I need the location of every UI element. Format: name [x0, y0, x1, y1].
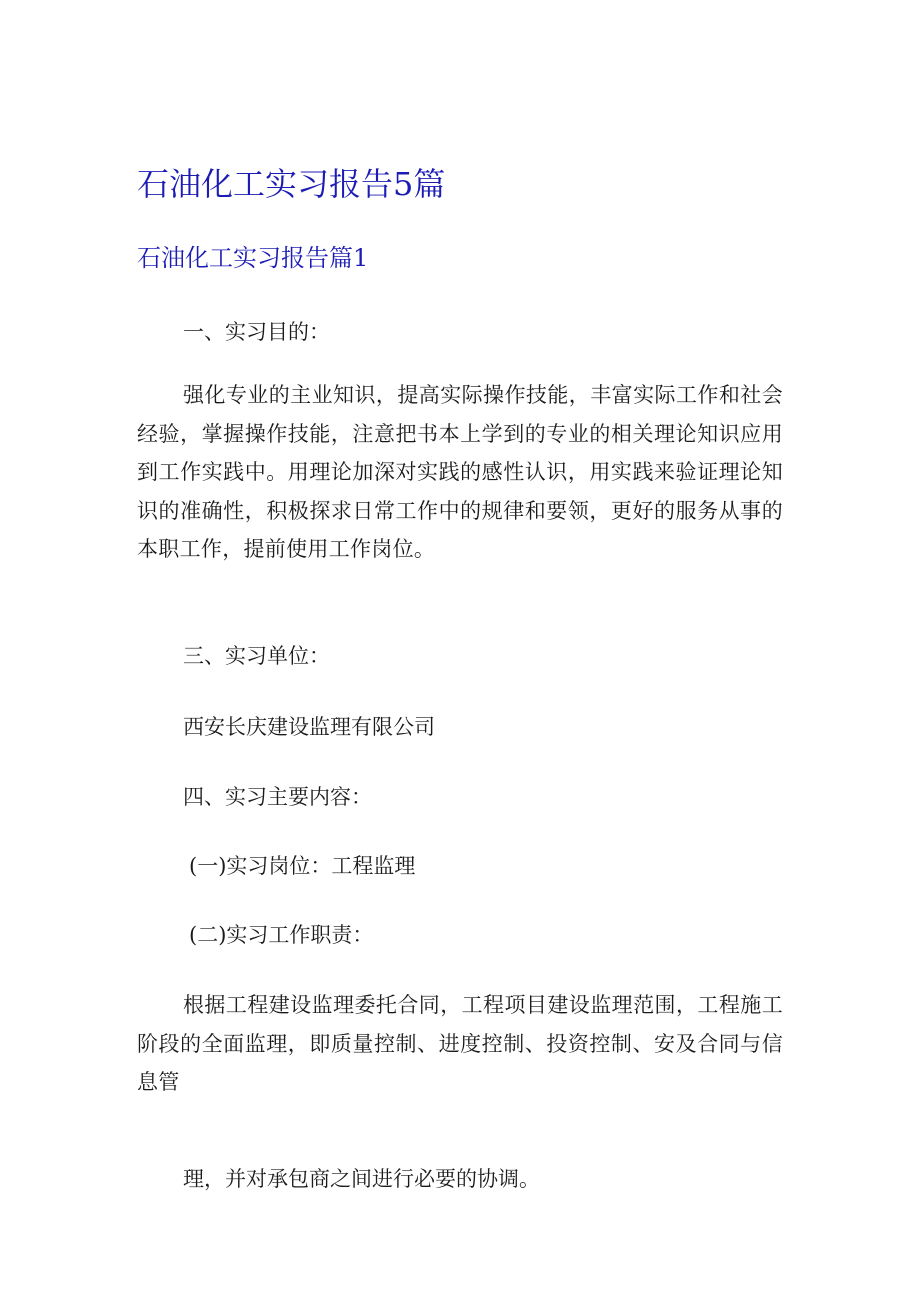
heading-internship-purpose: 一、实习目的： [183, 320, 330, 344]
heading-internship-unit: 三、实习单位： [183, 644, 330, 668]
paragraph-purpose-body: 强化专业的主业知识，提高实际操作技能，丰富实际工作和社会经验，掌握操作技能，注意把书本上学到的专业的相关理论知识应用到工作实践中。用理论加深对实践的感性认识，用实践来验证理论知识的准确性，积极探求日常工作中的规律和要领，更好的服务从事的本职工作，提前使用工作岗位。 [137, 383, 783, 562]
document-title: 石油化工实习报告5篇 [137, 165, 446, 203]
section-heading: 石油化工实习报告篇1 [137, 244, 369, 272]
paragraph-duties-body: 根据工程建设监理委托合同，工程项目建设监理范围，工程施工阶段的全面监理，即质量控制、进度控制、投资控制、安及合同与信息管 [137, 993, 783, 1095]
item-internship-duties: (二)实习工作职责： [189, 923, 374, 947]
company-name: 西安长庆建设监理有限公司 [183, 715, 435, 739]
paragraph-duties-continued: 理，并对承包商之间进行必要的协调。 [183, 1167, 540, 1191]
item-internship-post: (一)实习岗位：工程监理 [189, 854, 416, 878]
heading-main-content: 四、实习主要内容： [183, 785, 372, 809]
